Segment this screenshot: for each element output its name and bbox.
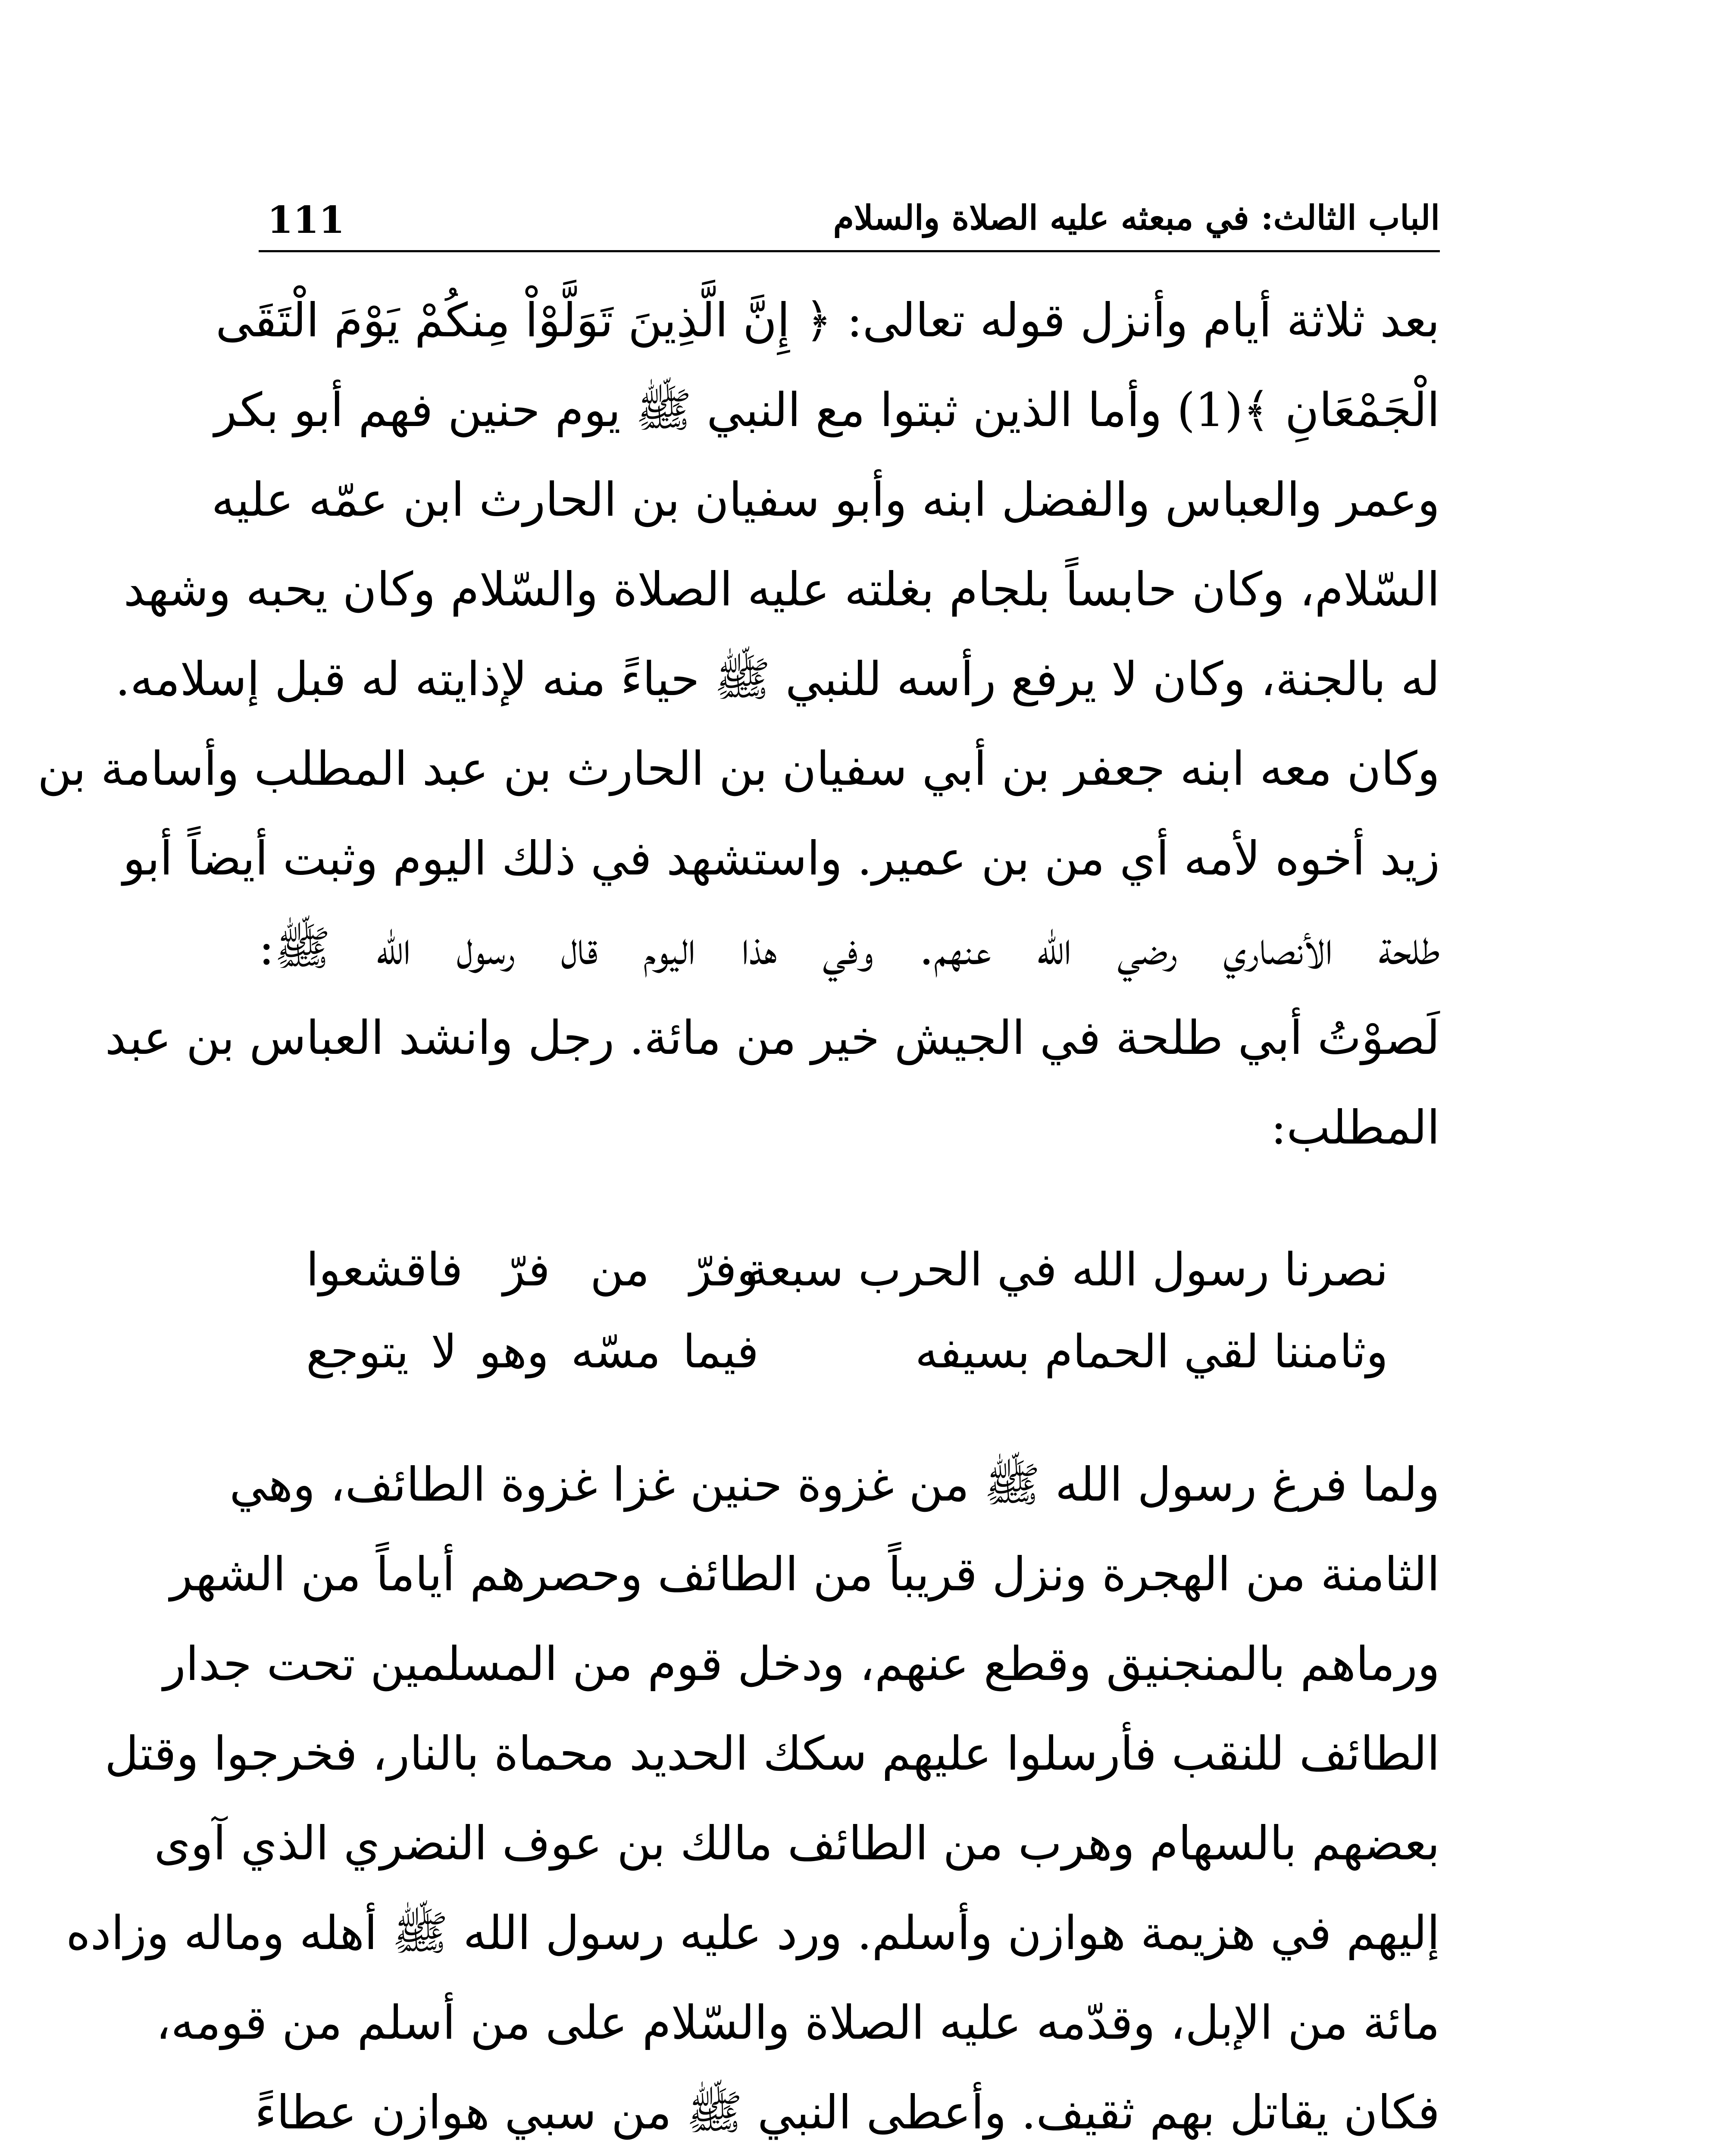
text-line: وعمر والعباس والفضل ابنه وأبو سفيان بن الحارث ابن عمّه عليه bbox=[211, 473, 1440, 527]
paragraph bbox=[66, 1440, 1440, 2156]
verse-first-hemistich: نصرنا رسول الله في الحرب سبعة bbox=[745, 1243, 1388, 1296]
text-line: الطائف للنقب فأرسلوا عليهم سكك الحديد محماة بالنار، فخرجوا وقتل bbox=[104, 1727, 1440, 1781]
poem bbox=[259, 1229, 1440, 1393]
text-line: فكان يقاتل بهم ثقيف. وأعطى النبي ﷺ من سبي هوازن عطاءً bbox=[254, 2086, 1440, 2140]
text-line: بعد ثلاثة أيام وأنزل قوله تعالى: ﴿ إِنَّ الَّذِينَ تَوَلَّوْاْ مِنكُمْ يَوْمَ الْتَقَى bbox=[216, 294, 1440, 348]
text-line: السّلام، وكان حابساً بلجام بغلته عليه الصلاة والسّلام وكان يحبه وشهد bbox=[123, 563, 1440, 617]
text-line: وكان معه ابنه جعفر بن أبي سفيان بن الحارث بن عبد المطلب وأسامة بن bbox=[38, 742, 1440, 796]
verse-first-hemistich: وثامننا لقي الحمام بسيفه bbox=[915, 1325, 1388, 1378]
main-text bbox=[38, 276, 1440, 2156]
text-line: إليهم في هزيمة هوازن وأسلم. ورد عليه رسول الله ﷺ أهله وماله وزاده bbox=[66, 1906, 1440, 1960]
paragraph bbox=[38, 276, 1440, 1173]
text-line: بعضهم بالسهام وهرب من الطائف مالك بن عوف النضري الذي آوى bbox=[154, 1817, 1440, 1871]
text-line: لَصوْتُ أبي طلحة في الجيش خير من مائة. رجل وانشد العباس بن عبد bbox=[105, 1011, 1440, 1065]
chapter-title: الباب الثالث: في مبعثه عليه الصلاة والسلام bbox=[833, 198, 1440, 238]
poem-verse bbox=[259, 1311, 1440, 1393]
text-line: المطلب: bbox=[1270, 1101, 1440, 1155]
text-line: طلحة الأنصاري رضي الله عنهم. وفي هذا اليوم قال رسول الله ﷺ: bbox=[259, 921, 1440, 975]
running-header bbox=[259, 185, 1440, 252]
text-line: زيد أخوه لأمه أي من بن عمير. واستشهد في ذلك اليوم وثبت أيضاً أبو bbox=[122, 832, 1440, 886]
page-number: 111 bbox=[267, 198, 345, 242]
text-line: ورماهم بالمنجنيق وقطع عنهم، ودخل قوم من المسلمين تحت جدار bbox=[163, 1637, 1440, 1691]
poem-verse bbox=[259, 1229, 1440, 1311]
text-line: له بالجنة، وكان لا يرفع رأسه للنبي ﷺ حياءً منه لإذايته له قبل إسلامه. bbox=[115, 652, 1440, 706]
text-line: ولما فرغ رسول الله ﷺ من غزوة حنين غزا غزوة الطائف، وهي bbox=[229, 1458, 1440, 1512]
text-line: الثامنة من الهجرة ونزل قريباً من الطائف وحصرهم أياماً من الشهر bbox=[170, 1548, 1440, 1601]
text-line: مائة من الإبل، وقدّمه عليه الصلاة والسّلام على من أسلم من قومه، bbox=[156, 1996, 1440, 2050]
text-line: الْجَمْعَانِ ﴾(1) وأما الذين ثبتوا مع النبي ﷺ يوم حنين فهم أبو بكر bbox=[214, 383, 1440, 437]
verse-second-hemistich: وفرّ من فرّ فاقشعوا bbox=[306, 1243, 759, 1296]
verse-second-hemistich: فيما مسّه وهو لا يتوجع bbox=[306, 1325, 759, 1378]
